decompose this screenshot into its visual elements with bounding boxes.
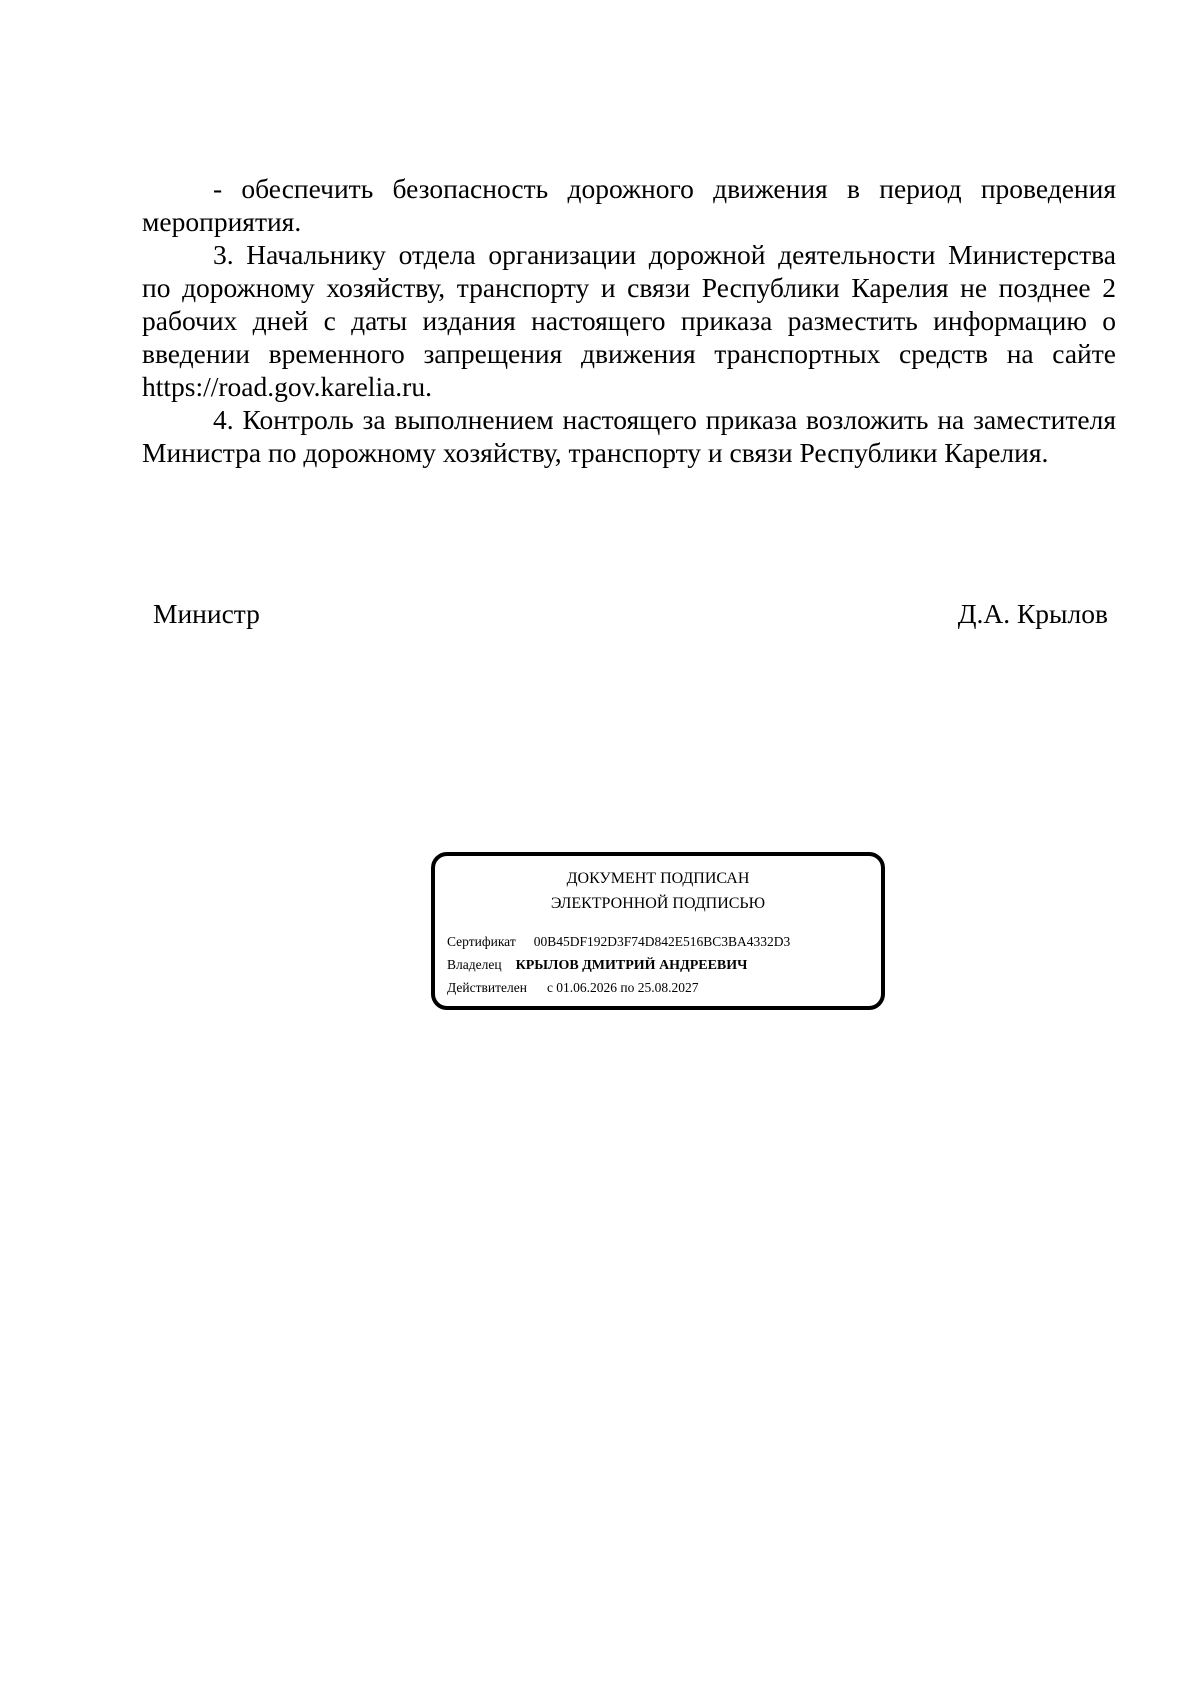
signature-block xyxy=(153,597,1108,630)
stamp-owner-row xyxy=(447,956,747,975)
electronic-signature-stamp xyxy=(431,852,885,1010)
signatory-name: Д.А. Крылов xyxy=(957,598,1108,629)
paragraph-item-3: 3. Начальнику отдела организации дорожной деятельности Министерства по дорожному хозяйству, транспорту и связи Республики Карелия не позднее 2 рабочих дней с даты издания настоящего приказа разместить информацию о введении временного запрещения движения транспортных средств на сайте https://road.gov.karelia.ru. xyxy=(142,239,1116,402)
owner-label: Владелец xyxy=(447,957,502,972)
document-body xyxy=(142,172,1116,469)
certificate-label: Сертификат xyxy=(447,934,516,949)
stamp-validity-row xyxy=(447,979,699,997)
validity-label: Действителен xyxy=(447,980,527,995)
owner-value: КРЫЛОВ ДМИТРИЙ АНДРЕЕВИЧ xyxy=(515,958,748,973)
certificate-value: 00B45DF192D3F74D842E516BC3BA4332D3 xyxy=(533,934,791,949)
signatory-position: Министр xyxy=(153,598,260,629)
stamp-title-line-1: ДОКУМЕНТ ПОДПИСАН xyxy=(566,870,750,887)
validity-value: с 01.06.2026 по 25.08.2027 xyxy=(546,980,699,995)
stamp-title-line-2: ЭЛЕКТРОННОЙ ПОДПИСЬЮ xyxy=(550,895,766,912)
stamp-title xyxy=(435,866,881,916)
stamp-certificate-row xyxy=(447,933,790,951)
paragraph-item-4: 4. Контроль за выполнением настоящего приказа возложить на заместителя Министра по дорожному хозяйству, транспорту и связи Республики Карелия. xyxy=(142,404,1116,468)
paragraph-ensure-safety: - обеспечить безопасность дорожного движения в период проведения мероприятия. xyxy=(142,173,1116,237)
